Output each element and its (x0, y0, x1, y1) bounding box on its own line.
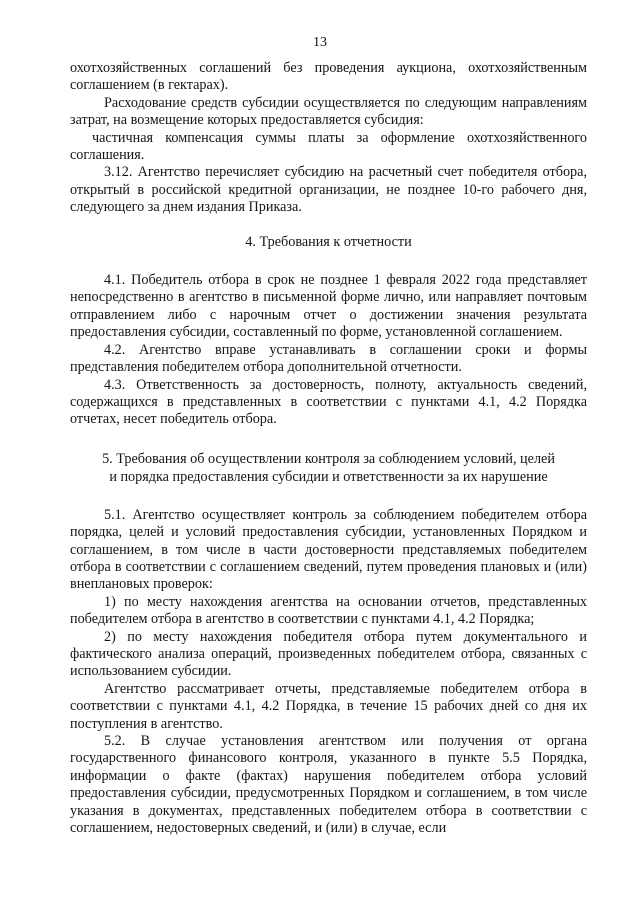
paragraph-4-2: 4.2. Агентство вправе устанавливать в соглашении сроки и формы представления победителем отбора дополнительной отчетности. (70, 341, 587, 376)
paragraph: Расходование средств субсидии осуществляется по следующим направлениям затрат, на возмещение которых предоставляется субсидия: (70, 94, 587, 129)
page-number: 13 (313, 35, 327, 50)
paragraph: частичная компенсация суммы платы за оформление охотхозяйственного соглашения. (70, 129, 587, 164)
paragraph-4-3: 4.3. Ответственность за достоверность, полноту, актуальность сведений, содержащихся в представленных в соответствии с пунктами 4.1, 4.2 Порядка отчетах, несет победитель отбора. (70, 376, 587, 428)
paragraph-5-2: 5.2. В случае установления агентством или получения от органа государственного финансового контроля, указанного в пункте 5.5 Порядка, информации о факте (фактах) нарушения победителем отбора условий предоставления субсидии, предусмотренных Порядком и соглашением, в том числе указания в документах, представленных победителем отбора в соответствии с соглашением, недостоверных сведений, и (или) в случае, если (70, 733, 587, 837)
document-body (70, 60, 587, 837)
section-5-heading-line-2: и порядка предоставления субсидии и ответственности за их нарушение (109, 468, 548, 485)
paragraph-3-12: 3.12. Агентство перечисляет субсидию на расчетный счет победителя отбора, открытый в российской кредитной организации, не позднее 10-го рабочего дня, следующего за днем издания Приказа. (70, 164, 587, 216)
section-5-heading (70, 450, 587, 486)
paragraph: охотхозяйственных соглашений без проведения аукциона, охотхозяйственным соглашением (в гектарах). (70, 60, 587, 94)
section-5-heading-line-1: 5. Требования об осуществлении контроля за соблюдением условий, целей (102, 450, 555, 467)
paragraph-5-1: 5.1. Агентство осуществляет контроль за соблюдением победителем отбора порядка, целей и условий предоставления субсидии, установленных Порядком и соглашением, в том числе в части достоверности представляемых победителем отбора в соответствии с соглашением сведений, путем проведения плановых и (или) внеплановых проверок: (70, 506, 587, 593)
paragraph: Агентство рассматривает отчеты, представляемые победителем отбора в соответствии с пунктами 4.1, 4.2 Порядка, в течение 15 рабочих дней со дня их поступления в агентство. (70, 680, 587, 732)
paragraph-4-1: 4.1. Победитель отбора в срок не позднее 1 февраля 2022 года представляет непосредственно в агентство в письменной форме лично, или направляет почтовым отправлением либо с нарочным отчет о достижении значения результата предоставления субсидии, составленный по форме, установленной соглашением. (70, 272, 587, 341)
section-5 (70, 507, 587, 838)
continued-section (70, 60, 587, 217)
section-4 (70, 272, 587, 429)
paragraph-5-1-item-2: 2) по месту нахождения победителя отбора путем документального и фактического анализа операций, произведенных победителем отбора, связанных с использованием субсидии. (70, 628, 587, 680)
section-4-heading: 4. Требования к отчетности (245, 233, 412, 250)
paragraph-5-1-item-1: 1) по месту нахождения агентства на основании отчетов, представленных победителем отбора в агентство в соответствии с пунктами 4.1, 4.2 Порядка; (70, 593, 587, 628)
